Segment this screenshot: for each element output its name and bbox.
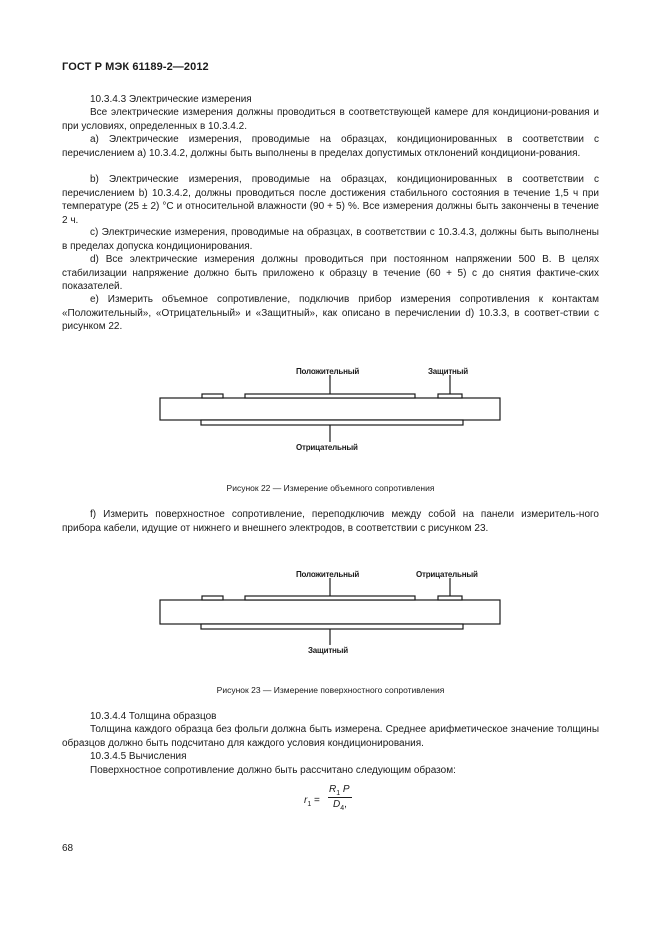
figure-23-caption: Рисунок 23 — Измерение поверхностного сопротивления <box>216 685 445 695</box>
section-heading-10-3-4-5: 10.3.4.5 Вычисления <box>90 751 187 762</box>
paragraph-e: e) Измерить объемное сопротивление, подключив прибор измерения сопротивления к контактам «Положительный», «Отрицательный» и «Защитный», как описано в перечислении d) 10.3.3, в соответ-ствии с рисунком 22. <box>62 294 599 333</box>
paragraph-a: a) Электрические измерения, проводимые на образцах, кондиционированных в соответствии с перечислением a) 10.3.4.2, должны быть выполнены в пределах допустимых отклонений кондициони-рования. <box>62 134 599 159</box>
electrode-top-left <box>202 394 223 398</box>
specimen <box>160 600 500 624</box>
paragraph-calculation: Поверхностное сопротивление должно быть рассчитано следующим образом: <box>90 765 456 776</box>
electrode-top-main <box>245 394 415 398</box>
formula-numerator: $R_1$ P <box>329 784 350 797</box>
electrode-bottom <box>201 624 463 629</box>
electrode-top-right <box>438 394 462 398</box>
fraction-bar <box>328 797 352 798</box>
document-header: ГОСТ Р МЭК 61189-2—2012 <box>62 61 209 73</box>
electrode-bottom <box>201 420 463 425</box>
specimen <box>160 398 500 420</box>
page-number: 68 <box>62 843 74 854</box>
electrode-top-right <box>438 596 462 600</box>
paragraph-thickness: Толщина каждого образца без фольги должна быть измерена. Среднее арифметическое значение толщины образцов должно быть подсчитано для каждого условия кондиционирования. <box>62 724 599 749</box>
figure-22-caption: Рисунок 22 — Измерение объемного сопротивления <box>226 483 435 493</box>
paragraph-intro: Все электрические измерения должны проводиться в соответствующей камере для кондициони-рования и при условиях, определенных в 10.3.4.2. <box>62 107 599 132</box>
section-heading-10-3-4-3: 10.3.4.3 Электрические измерения <box>90 94 252 105</box>
paragraph-c: c) Электрические измерения, проводимые на образцах, в соответствии с 10.3.4.3, должны быть выполнены в пределах допуска кондиционирования. <box>62 227 599 252</box>
fig23-label-negative: Отрицательный <box>416 570 478 579</box>
electrode-top-left <box>202 596 223 600</box>
electrode-top-main <box>245 596 415 600</box>
paragraph-b: b) Электрические измерения, проводимые на образцах, кондиционированных в соответствии с перечислением b) 10.3.4.2, должны проводиться после достижения стабильного состояния в течение 1,5 ч при температуре (25 ± 2) °С и относительной влажности (90 + 5) %. Все измерения должны быть закончены в течение 2 ч. <box>62 174 599 226</box>
formula-denominator: $D_4$, <box>333 799 347 812</box>
paragraph-f: f) Измерить поверхностное сопротивление, переподключив между собой на панели измеритель-ного прибора кабели, идущие от нижнего и внешнего электродов, в соответствии с рисунком 23. <box>62 509 599 534</box>
fig22-label-guard: Защитный <box>428 367 469 376</box>
fig22-label-negative: Отрицательный <box>296 443 358 452</box>
section-heading-10-3-4-4: 10.3.4.4 Толщина образцов <box>90 711 217 722</box>
fig22-label-positive: Положительный <box>296 367 360 376</box>
fig23-label-positive: Положительный <box>296 570 360 579</box>
paragraph-d: d) Все электрические измерения должны проводиться при постоянном напряжении 500 В. В целях стабилизации напряжение должно быть приложено к образцу в течение (60 + 5) с до снятия фактиче-ских показателей. <box>62 254 599 293</box>
formula-lhs: $r_1$ = <box>304 795 320 808</box>
fig23-label-guard: Защитный <box>308 646 349 655</box>
